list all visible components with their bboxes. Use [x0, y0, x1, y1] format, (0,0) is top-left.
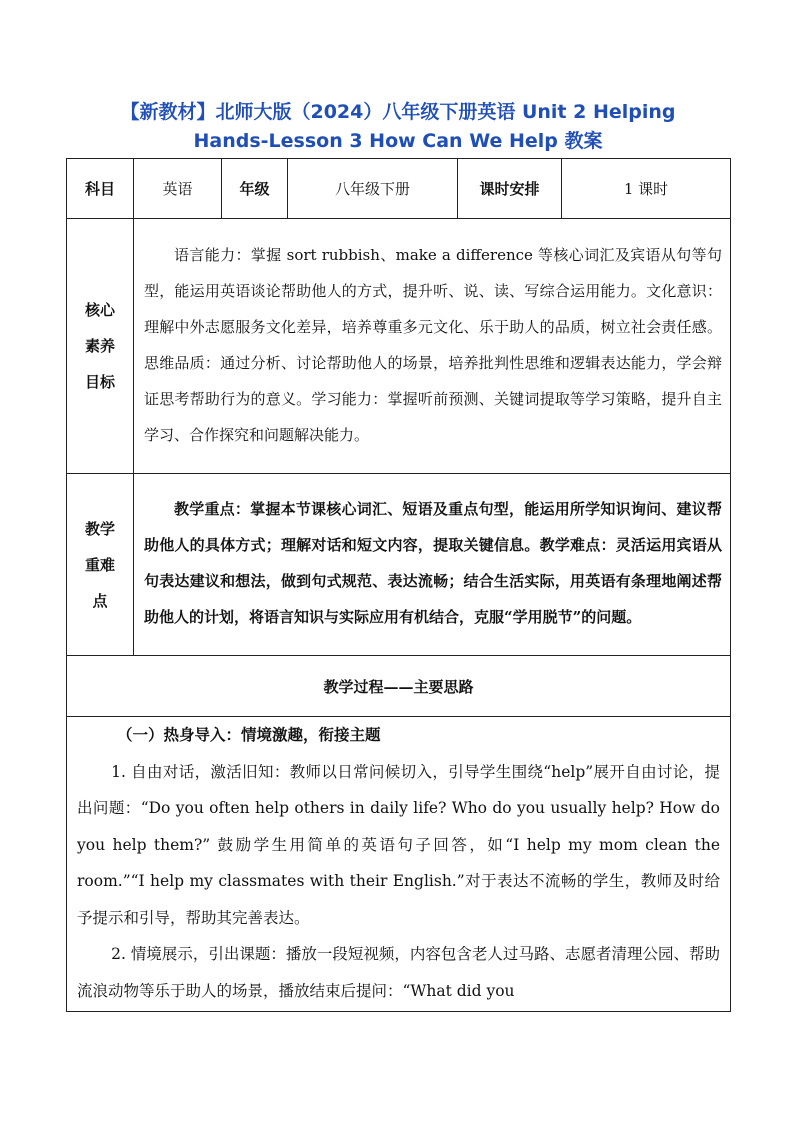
- period-value: 1 课时: [562, 159, 731, 219]
- core-goals-text: 语言能力：掌握 sort rubbish、make a difference 等核心词汇及宾语从句等句型，能运用英语谈论帮助他人的方式，提升听、说、读、写综合运用能力。文化意识：理解中外志愿服务文化差异，培养尊重多元文化、乐于助人的品质，树立社会责任感。思维品质：通过分析、讨论帮助他人的场景，培养批判性思维和逻辑表达能力，学会辩证思考帮助行为的意义。学习能力：掌握听前预测、关键词提取等学习策略，提升自主学习、合作探究和问题解决能力。: [134, 219, 731, 474]
- key-points-label: [67, 474, 134, 656]
- core-goals-row: [67, 219, 731, 474]
- key-points-row: [67, 474, 731, 656]
- lesson-plan-table: [66, 158, 731, 1012]
- key-points-label-line: 点: [92, 591, 108, 610]
- key-points-label-line: 教学: [84, 519, 115, 538]
- process-row: [67, 717, 731, 1012]
- grade-label: 年级: [222, 159, 288, 219]
- core-goals-label: [67, 219, 134, 474]
- process-item: 2. 情境展示，引出课题：播放一段短视频，内容包含老人过马路、志愿者清理公园、帮助流浪动物等乐于助人的场景，播放结束后提问：“What did you: [77, 945, 720, 1000]
- process-content: [67, 717, 731, 1012]
- process-banner-row: [67, 656, 731, 717]
- key-points-label-line: 重难: [84, 555, 115, 574]
- subject-value: 英语: [134, 159, 222, 219]
- process-item: 1. 自由对话，激活旧知：教师以日常问候切入，引导学生围绕“help”展开自由讨论，提出问题：“Do you often help others in daily life? Who do you usually help? How do you help them?” 鼓励学生用简单的英语句子回答，如“I help my mom clean the room.”“I help my classmates with their English.”对于表达不流畅的学生，教师及时给予提示和引导，帮助其完善表达。: [77, 762, 720, 927]
- period-label: 课时安排: [458, 159, 562, 219]
- header-row: [67, 159, 731, 219]
- process-banner: 教学过程——主要思路: [67, 656, 731, 717]
- document-title: [66, 98, 730, 156]
- key-points-text: 教学重点：掌握本节课核心词汇、短语及重点句型，能运用所学知识询问、建议帮助他人的具体方式；理解对话和短文内容，提取关键信息。教学难点：灵活运用宾语从句表达建议和想法，做到句式规范、表达流畅；结合生活实际，用英语有条理地阐述帮助他人的计划，将语言知识与实际应用有机结合，克服“学用脱节”的问题。: [134, 474, 731, 656]
- core-goals-label-line: 目标: [84, 373, 115, 391]
- section-heading: （一）热身导入：情境激趣，衔接主题: [117, 725, 381, 744]
- grade-value: 八年级下册: [288, 159, 458, 219]
- title-line-2: Hands-Lesson 3 How Can We Help 教案: [193, 130, 603, 152]
- subject-label: 科目: [67, 159, 134, 219]
- core-goals-label-line: 素养: [84, 337, 115, 355]
- title-line-1: 【新教材】北师大版（2024）八年级下册英语 Unit 2 Helping: [120, 101, 676, 123]
- core-goals-label-line: 核心: [84, 301, 115, 319]
